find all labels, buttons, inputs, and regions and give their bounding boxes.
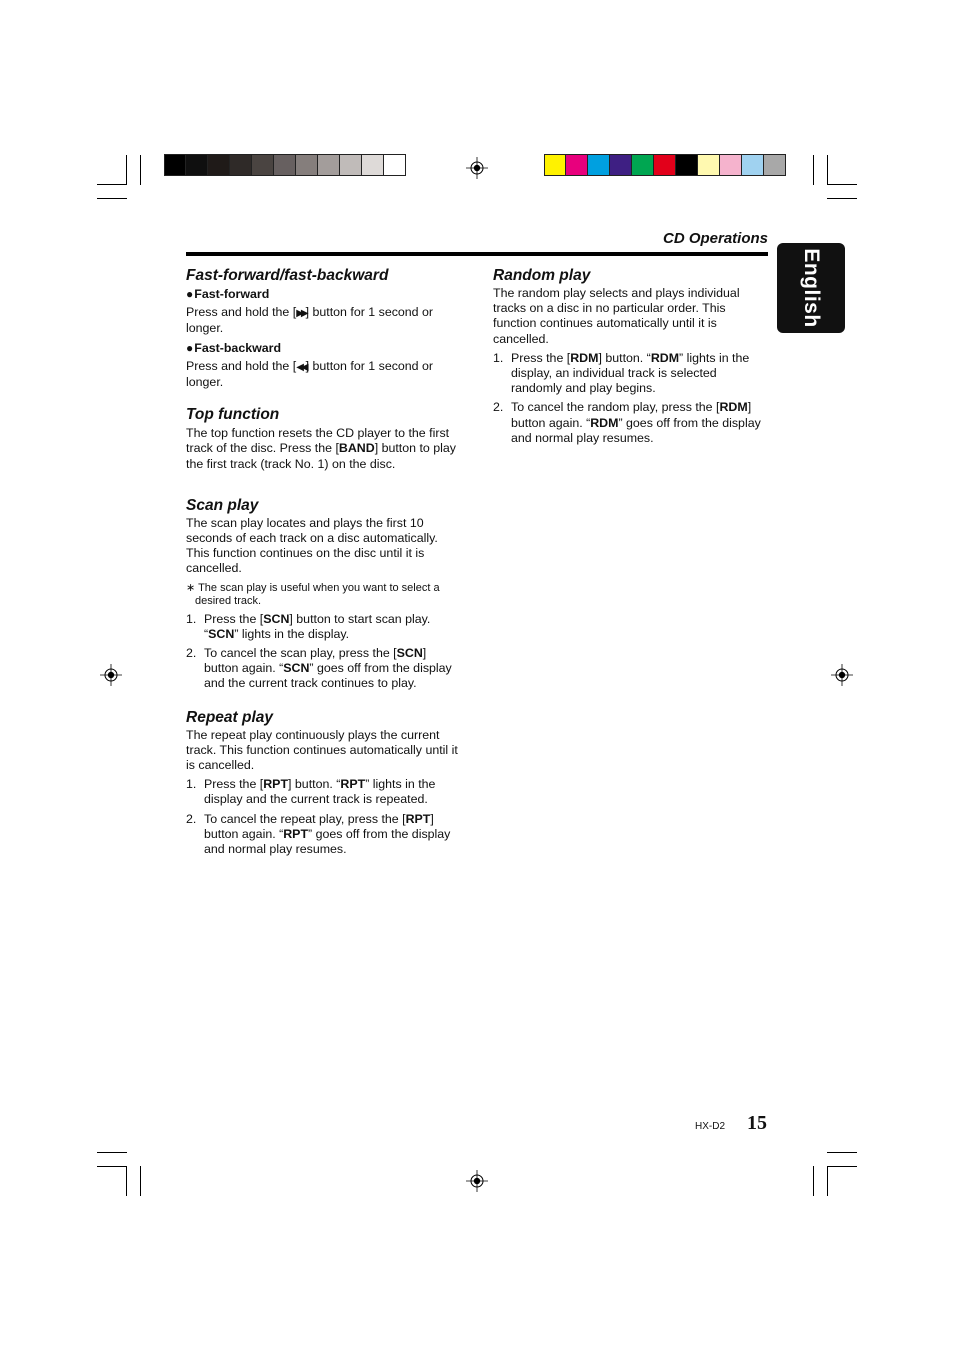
color-swatch: [720, 154, 742, 176]
color-swatch: [362, 154, 384, 176]
paragraph: The scan play locates and plays the first 10 seconds of each track on a disc automatically. This function continues on the disc until it is cancelled.: [186, 515, 438, 576]
bullet-icon: ●: [186, 340, 194, 355]
color-swatch: [698, 154, 720, 176]
registration-mark-icon: [466, 157, 488, 179]
color-swatch: [384, 154, 406, 176]
color-swatch: [164, 154, 186, 176]
paragraph: Press and hold the [▶▶] button for 1 second or longer.: [186, 305, 434, 336]
fast-backward-icon: ◀◀: [296, 361, 306, 373]
color-swatch: [676, 154, 698, 176]
color-swatch: [588, 154, 610, 176]
section-heading: Repeat play: [186, 708, 274, 726]
section-heading: Top function: [186, 406, 280, 424]
random-play-section: [493, 266, 771, 446]
color-swatch: [296, 154, 318, 176]
left-column: [186, 266, 462, 861]
list-item: 1. Press the [RPT] button. “RPT” lights in the display and the current track is repeated.: [186, 777, 436, 807]
fast-forward-section: [186, 266, 462, 390]
steps-list: [493, 351, 771, 446]
list-item: 2. To cancel the scan play, press the [SCN] button again. “SCN” goes off from the display and the current track continues to play.: [186, 646, 452, 691]
registration-mark-icon: [100, 664, 122, 686]
color-swatch: [274, 154, 296, 176]
header-rule: [186, 252, 768, 256]
bullet-heading: ●Fast-backward: [186, 340, 282, 355]
registration-mark-icon: [466, 1170, 488, 1192]
list-item: 2. To cancel the repeat play, press the [RPT] button again. “RPT” goes off from the display and normal play resumes.: [186, 811, 451, 857]
paragraph: Press and hold the [◀◀] button for 1 second or longer.: [186, 358, 434, 390]
bullet-heading: ●Fast-forward: [186, 287, 270, 301]
scan-play-section: [186, 496, 462, 692]
right-column: [493, 266, 771, 450]
note: ∗ The scan play is useful when you want to select a desired track.: [186, 581, 440, 607]
list-item: 1. Press the [SCN] button to start scan play. “SCN” lights in the display.: [186, 611, 431, 641]
color-swatch: [230, 154, 252, 176]
color-swatch: [742, 154, 764, 176]
language-tab-label: English: [800, 248, 823, 328]
color-swatch: [318, 154, 340, 176]
list-item: 1. Press the [RDM] button. “RDM” lights in the display, an individual track is selected randomly and play begins.: [493, 350, 750, 396]
color-swatch: [654, 154, 676, 176]
color-swatch-bar: [544, 154, 786, 176]
color-swatch: [566, 154, 588, 176]
steps-list: [186, 777, 462, 857]
model-number: HX-D2: [695, 1121, 726, 1132]
section-heading: Random play: [493, 267, 591, 284]
fast-forward-icon: ▶▶: [296, 308, 306, 320]
color-swatch: [186, 154, 208, 176]
section-title: CD Operations: [662, 230, 768, 247]
color-swatch: [632, 154, 654, 176]
repeat-play-section: [186, 708, 462, 858]
registration-mark-icon: [831, 664, 853, 686]
gray-swatch-bar: [164, 154, 406, 176]
color-swatch: [610, 154, 632, 176]
top-function-section: [186, 405, 462, 472]
list-item: 2. To cancel the random play, press the [RDM] button again. “RDM” goes off from the display and normal play resumes.: [493, 400, 761, 445]
language-tab: [777, 243, 845, 333]
paragraph: The random play selects and plays individual tracks on a disc in no particular order. This function continues automatically until it is cancelled.: [493, 286, 740, 346]
color-swatch: [544, 154, 566, 176]
paragraph: The top function resets the CD player to the first track of the disc. Press the [BAND] button to play the first track (track No. 1) on the disc.: [186, 426, 456, 471]
steps-list: [186, 612, 462, 692]
bullet-icon: ●: [186, 287, 194, 301]
color-swatch: [252, 154, 274, 176]
color-swatch: [340, 154, 362, 176]
color-swatch: [764, 154, 786, 176]
section-heading: Scan play: [186, 496, 259, 514]
page-number: 15: [747, 1112, 767, 1134]
section-heading: Fast-forward/fast-backward: [186, 267, 389, 284]
color-swatch: [208, 154, 230, 176]
paragraph: The repeat play continuously plays the current track. This function continues automatically until it is cancelled.: [186, 727, 458, 773]
